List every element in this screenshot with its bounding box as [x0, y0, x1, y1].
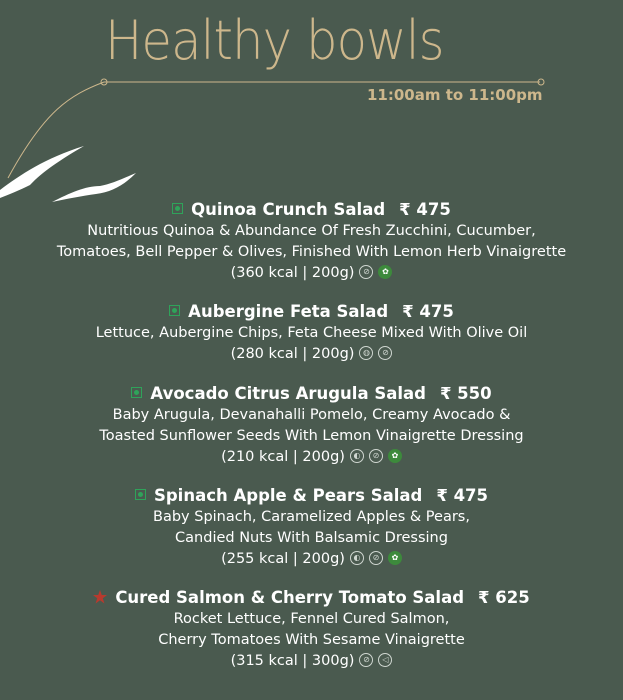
item-nutrition — [0, 651, 623, 672]
opening-hours: 11:00am to 11:00pm — [367, 86, 543, 104]
nutrition-text: (255 kcal | 200g) — [221, 551, 345, 567]
description-line: Baby Spinach, Caramelized Apples & Pears, — [153, 509, 470, 525]
item-nutrition — [0, 344, 623, 365]
veg-mark-icon — [169, 305, 180, 316]
description-line: Toasted Sunflower Seeds With Lemon Vinaigrette Dressing — [99, 428, 524, 444]
menu-item — [0, 587, 623, 672]
item-description — [0, 609, 623, 651]
item-price: ₹ 475 — [399, 200, 451, 219]
item-price: ₹ 625 — [478, 588, 530, 607]
veg-mark-icon — [172, 203, 183, 214]
gluten-free-icon: ⊘ — [359, 653, 373, 667]
menu-item — [0, 199, 623, 284]
item-name: Spinach Apple & Pears Salad — [153, 486, 423, 505]
menu-title: Healthy bowls — [105, 9, 444, 72]
vegan-icon: ✿ — [378, 265, 392, 279]
gluten-free-icon: ⊘ — [369, 551, 383, 565]
veg-mark-icon — [131, 387, 142, 398]
menu-item — [0, 485, 623, 570]
item-price: ₹ 475 — [402, 302, 454, 321]
item-header — [0, 199, 623, 221]
fish-icon: ◁ — [378, 653, 392, 667]
description-line: Cherry Tomatoes With Sesame Vinaigrette — [158, 632, 465, 648]
item-price: ₹ 550 — [439, 384, 492, 403]
menu-item — [0, 383, 623, 468]
item-header — [0, 485, 623, 507]
nutrition-text: (280 kcal | 200g) — [230, 346, 355, 362]
item-name: Aubergine Feta Salad — [188, 302, 389, 321]
item-header — [0, 383, 623, 405]
item-nutrition — [0, 263, 623, 284]
vegan-icon: ✿ — [388, 551, 402, 565]
description-line: Tomatoes, Bell Pepper & Olives, Finished With Lemon Herb Vinaigrette — [56, 244, 567, 260]
description-line: Candied Nuts With Balsamic Dressing — [175, 530, 448, 546]
item-description — [0, 405, 623, 447]
item-name: Quinoa Crunch Salad — [191, 200, 386, 219]
item-description — [0, 323, 623, 344]
nuts-icon: ◐ — [350, 449, 364, 463]
veg-mark-icon — [135, 489, 146, 500]
gluten-free-icon: ⊘ — [359, 265, 373, 279]
nutrition-text: (210 kcal | 200g) — [221, 449, 345, 465]
item-description — [0, 221, 623, 263]
curved-line — [8, 82, 104, 178]
item-name: Cured Salmon & Cherry Tomato Salad — [115, 588, 465, 607]
bird-icon — [0, 146, 84, 198]
dairy-icon: ◍ — [359, 346, 373, 360]
nutrition-text: (315 kcal | 300g) — [230, 653, 355, 669]
item-description — [0, 507, 623, 549]
item-price: ₹ 475 — [436, 486, 489, 505]
gluten-free-icon: ⊘ — [378, 346, 392, 360]
non-veg-mark-icon — [93, 590, 107, 604]
vegan-icon: ✿ — [388, 449, 402, 463]
description-line: Lettuce, Aubergine Chips, Feta Cheese Mixed With Olive Oil — [95, 325, 528, 341]
description-line: Baby Arugula, Devanahalli Pomelo, Creamy Avocado & — [112, 407, 511, 423]
item-name: Avocado Citrus Arugula Salad — [150, 384, 426, 403]
description-line: Rocket Lettuce, Fennel Cured Salmon, — [173, 611, 450, 627]
item-nutrition — [0, 447, 623, 468]
item-header — [0, 301, 623, 323]
item-header — [0, 587, 623, 609]
menu-item — [0, 301, 623, 365]
item-nutrition — [0, 549, 623, 570]
description-line: Nutritious Quinoa & Abundance Of Fresh Zucchini, Cucumber, — [87, 223, 536, 239]
nuts-icon: ◐ — [350, 551, 364, 565]
bird-icon — [52, 173, 136, 202]
nutrition-text: (360 kcal | 200g) — [230, 265, 355, 281]
gluten-free-icon: ⊘ — [369, 449, 383, 463]
